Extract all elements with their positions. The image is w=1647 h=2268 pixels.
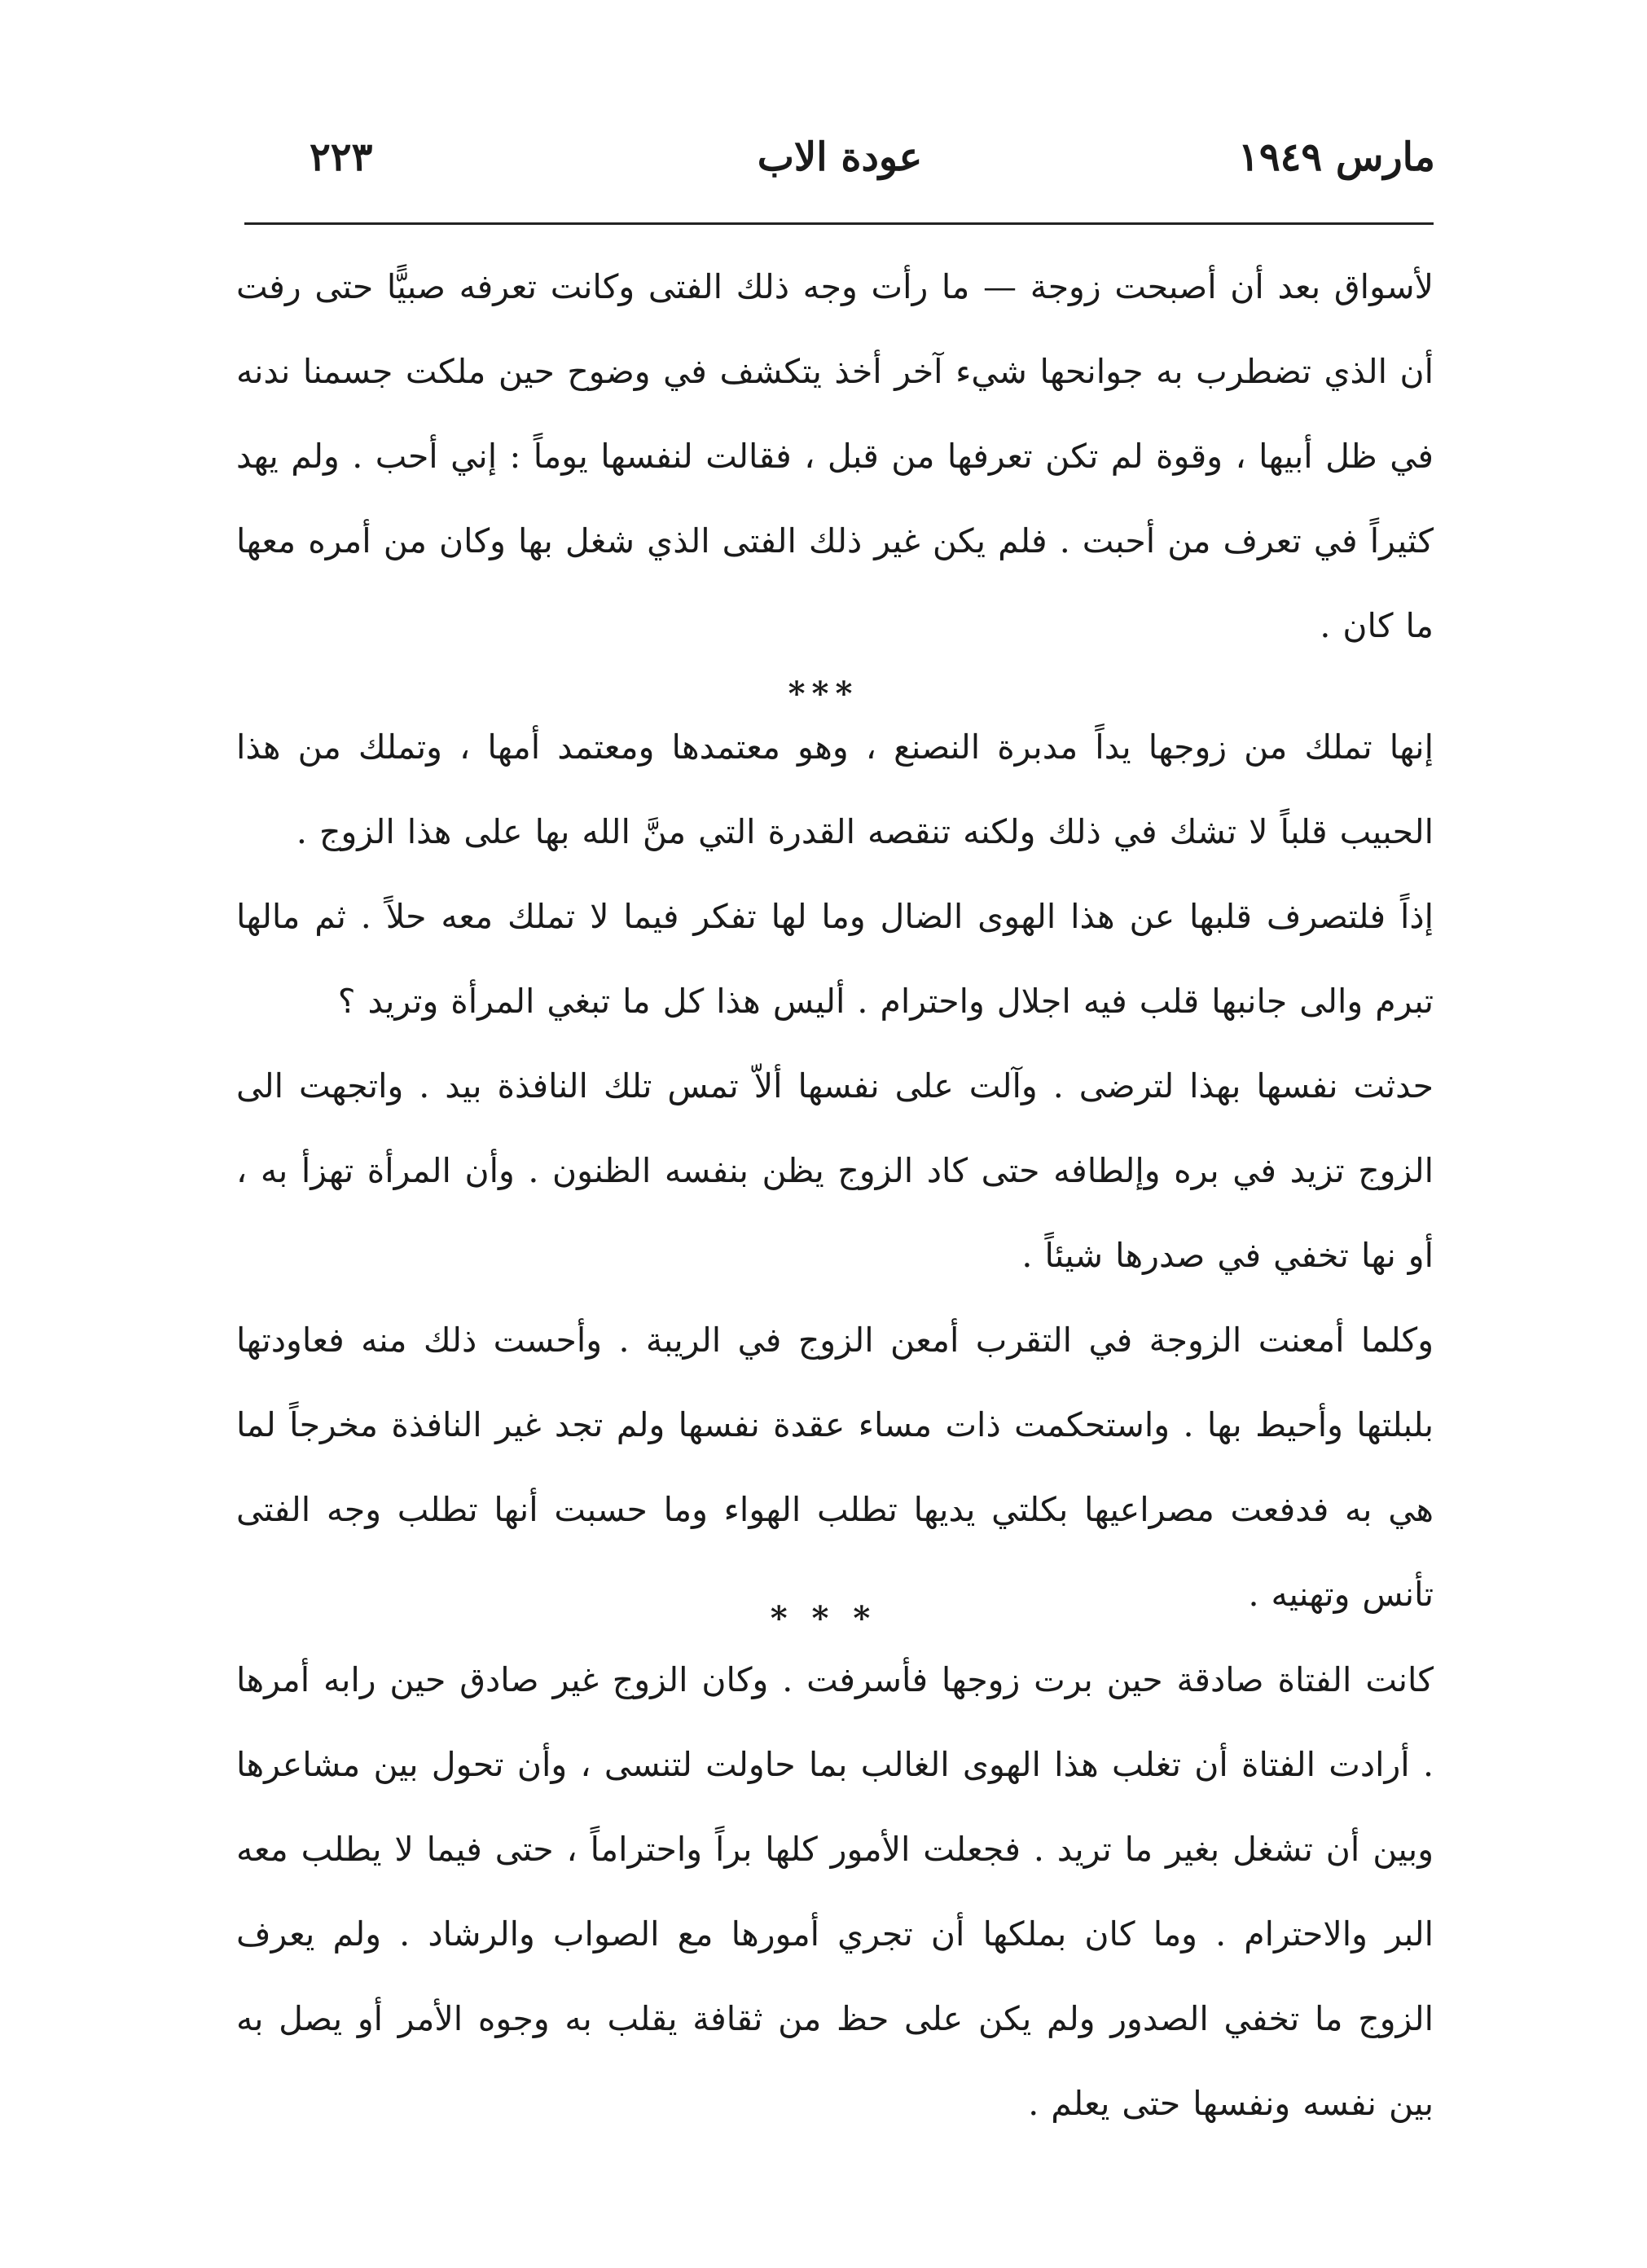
paragraph: إنها تملك من زوجها يداً مدبرة النصنع ، وهو معتمدها ومعتمد أمها ، وتملك من هذا الحبيب قلباً لا تشك في ذلك ولكنه تنقصه القدرة التي منَّ الله بها على هذا الزوج . bbox=[236, 727, 1434, 851]
paragraph: إذاً فلتصرف قلبها عن هذا الهوى الضال وما لها تفكر فيما لا تملك معه حلاً . ثم مالها تبرم والى جانبها قلب فيه اجلال واحترام . أليس هذا كل ما تبغي المرأة وتريد ؟ bbox=[236, 897, 1434, 1021]
section-1 bbox=[236, 244, 1434, 668]
page-header bbox=[244, 134, 1435, 200]
section-separator: * * * bbox=[770, 1599, 877, 1637]
page-number: ٢٢٣ bbox=[310, 134, 373, 180]
paragraph: حدثت نفسها بهذا لترضى . وآلت على نفسها ألاّ تمس تلك النافذة بيد . واتجهت الى الزوج تزيد في بره وإلطافه حتى كاد الزوج يظن بنفسه الظنون . وأن المرأة تهزأ به ، أو نها تخفي في صدرها شيئاً . bbox=[236, 1066, 1434, 1275]
paragraph: لأسواق بعد أن أصبحت زوجة — ما رأت وجه ذلك الفتى وكانت تعرفه صبيًّا حتى رفت أن الذي تضطرب به جوانحها شيء آخر أخذ يتكشف في وضوح حين ملكت جسمنا ندنه في ظل أبيها ، وقوة لم تكن تعرفها من قبل ، فقالت لنفسها يوماً : إني أحب . ولم يهد كثيراً في تعرف من أحبت . فلم يكن غير ذلك الفتى الذي شغل بها وكان من أمره معها ما كان . bbox=[236, 267, 1434, 645]
paragraph: كانت الفتاة صادقة حين برت زوجها فأسرفت . وكان الزوج غير صادق حين رابه أمرها . أرادت الفتاة أن تغلب هذا الهوى الغالب بما حاولت لتنسى ، وأن تحول بين مشاعرها وبين أن تشغل بغير ما تريد . فجعلت الأمور كلها براً واحتراماً ، حتى فيما لا يطلب معه البر والاحترام . وما كان بملكها أن تجري أمورها مع الصواب والرشاد . ولم يعرف الزوج ما تخفي الصدور ولم يكن على حظ من ثقافة يقلب به وجوه الأمر أو يصل به بين نفسه ونفسها حتى يعلم . bbox=[236, 1660, 1434, 2123]
header-rule bbox=[244, 222, 1434, 225]
article-title: عودة الاب bbox=[757, 134, 923, 180]
section-3 bbox=[236, 1637, 1434, 2146]
paragraph: وكلما أمعنت الزوجة في التقرب أمعن الزوج في الريبة . وأحست ذلك منه فعاودتها بلبلتها وأحيط بها . واستحكمت ذات مساء عقدة نفسها ولم تجد غير النافذة مخرجاً لما هي به فدفعت مصراعيها بكلتي يديها تطلب الهواء وما حسبت أنها تطلب وجه الفتى تأنس وتهنيه . bbox=[236, 1321, 1434, 1614]
section-2 bbox=[236, 705, 1434, 1637]
section-separator: *** bbox=[788, 675, 859, 713]
issue-date: مارس ١٩٤٩ bbox=[1238, 134, 1435, 180]
